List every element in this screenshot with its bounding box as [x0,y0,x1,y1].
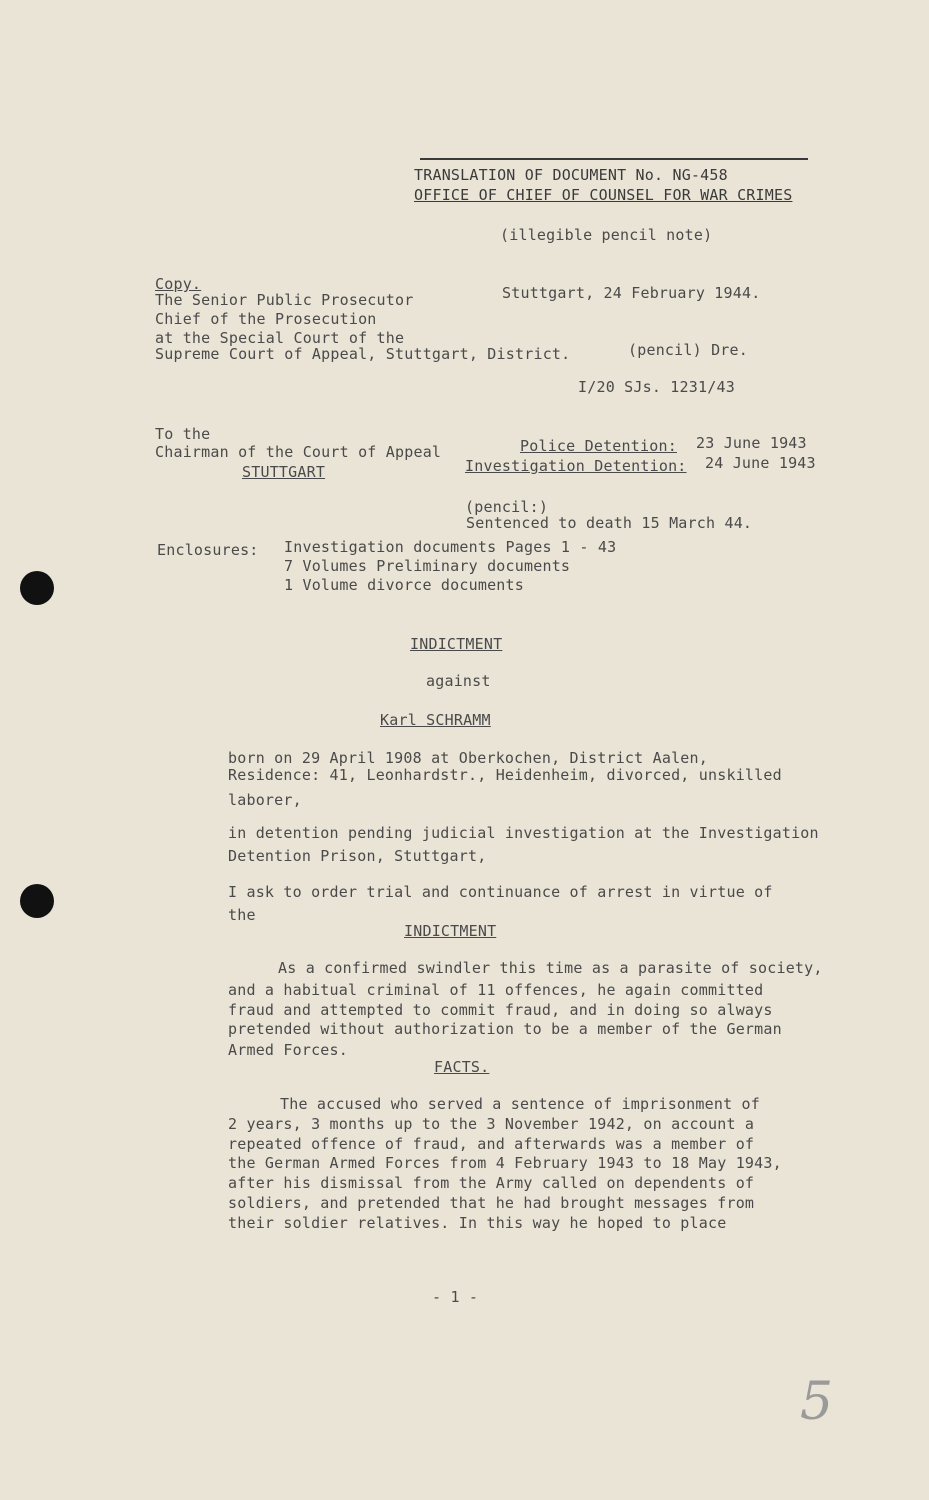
sender-line-3: at the Special Court of the [155,329,405,347]
facts-text-line: after his dismissal from the Army called on dependents of [228,1174,755,1192]
investigation-detention-label: Investigation Detention: [465,457,687,475]
detention-line-2: Detention Prison, Stuttgart, [228,847,487,865]
header-rule [420,158,808,160]
sender-line-1: The Senior Public Prosecutor [155,291,414,309]
facts-text-line: repeated offence of fraud, and afterwards was a member of [228,1135,755,1153]
enclosure-item: 1 Volume divorce documents [284,576,524,594]
ask-line-2: the [228,906,256,924]
born-line-3: laborer, [228,791,302,809]
indictment-text-line: pretended without authorization to be a member of the German [228,1020,782,1038]
recipient-line-2: Chairman of the Court of Appeal [155,443,442,461]
recipient-line-1: To the [155,425,211,443]
pencil-note-top: (illegible pencil note) [500,226,713,244]
accused-name: Karl SCHRAMM [380,711,491,729]
sender-line-4: Supreme Court of Appeal, Stuttgart, District. [155,345,571,363]
investigation-detention-date: 24 June 1943 [705,454,816,472]
enclosures-label: Enclosures: [157,541,259,559]
pencil-sentence-note: Sentenced to death 15 March 44. [466,514,753,532]
facts-heading: FACTS. [434,1058,490,1076]
handwritten-number: 5 [800,1372,834,1432]
indictment-title: INDICTMENT [410,635,503,653]
pencil-dre: (pencil) Dre. [628,341,748,359]
pencil-label: (pencil:) [465,498,549,516]
facts-text-line: their soldier relatives. In this way he hoped to place [228,1214,727,1232]
place-date: Stuttgart, 24 February 1944. [502,284,761,302]
indictment-text-line: As a confirmed swindler this time as a parasite of society, [278,959,823,977]
ask-line-1: I ask to order trial and continuance of arrest in virtue of [228,883,773,901]
reference-number: I/20 SJs. 1231/43 [578,378,735,396]
punch-hole [20,884,54,918]
indictment-text-line: and a habitual criminal of 11 offences, he again committed [228,981,764,999]
punch-hole [20,571,54,605]
enclosure-item: 7 Volumes Preliminary documents [284,557,571,575]
detention-line-1: in detention pending judicial investigation at the Investigation [228,824,819,842]
sender-line-2: Chief of the Prosecution [155,310,377,328]
born-line-2: Residence: 41, Leonhardstr., Heidenheim, divorced, unskilled [228,766,782,784]
police-detention-date: 23 June 1943 [696,434,807,452]
indictment-heading: INDICTMENT [404,922,497,940]
facts-text-line: 2 years, 3 months up to the 3 November 1942, on account a [228,1115,755,1133]
copy-label: Copy. [155,275,202,293]
born-line-1: born on 29 April 1908 at Oberkochen, District Aalen, [228,749,708,767]
against-label: against [426,672,491,690]
police-detention-label: Police Detention: [520,437,677,455]
facts-text-line: the German Armed Forces from 4 February 1943 to 18 May 1943, [228,1154,782,1172]
facts-text-line: The accused who served a sentence of imprisonment of [280,1095,760,1113]
indictment-text-line: Armed Forces. [228,1041,348,1059]
translation-heading: TRANSLATION OF DOCUMENT No. NG-458 [414,166,728,184]
enclosure-item: Investigation documents Pages 1 - 43 [284,538,617,556]
page-number: - 1 - [432,1288,479,1306]
indictment-text-line: fraud and attempted to commit fraud, and in doing so always [228,1001,773,1019]
office-heading: OFFICE OF CHIEF OF COUNSEL FOR WAR CRIMES [414,186,793,204]
recipient-city: STUTTGART [242,463,326,481]
facts-text-line: soldiers, and pretended that he had brought messages from [228,1194,755,1212]
